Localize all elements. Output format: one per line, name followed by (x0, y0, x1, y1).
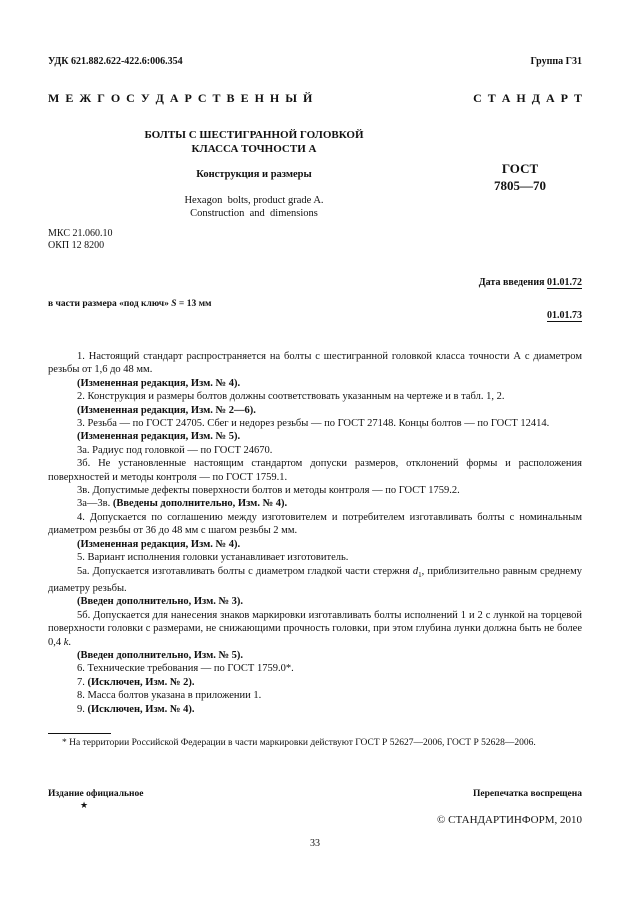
clause-3b: 3б. Не установленные настоящим стандартом допуски размеров, отклонений формы и расположения поверхностей и методы контроля — по ГОСТ 1759.1. (48, 458, 582, 483)
footnote: * На территории Российской Федерации в части маркировки действуют ГОСТ Р 52627—2006, ГОСТ Р 52628—2006. (62, 738, 536, 748)
clause-3v: 3в. Допустимые дефекты поверхности болтов и методы контроля — по ГОСТ 1759.2. (77, 485, 460, 497)
clause-7-number: 7. (77, 676, 88, 688)
english-title-line-1: Hexagon bolts, product grade A. (184, 195, 324, 206)
clause-5a-variable: d (412, 565, 419, 577)
subtitle: Конструкция и размеры (196, 169, 312, 180)
clause-5b-amendment: (Введен дополнительно, Изм. № 5). (77, 650, 244, 662)
classification-codes (48, 228, 112, 252)
clause-3a-3v-range: 3а—3в. (77, 498, 113, 510)
english-title-line-2: Construction and dimensions (190, 208, 318, 219)
clause-3a-3v-amendment (48, 497, 582, 510)
udk-code: УДК 621.882.622-422.6:006.354 (48, 56, 183, 67)
introduction-date (479, 277, 582, 288)
clause-5: 5. Вариант исполнения головки устанавливает изготовитель. (77, 552, 349, 564)
clause-2-amendment: (Измененная редакция, Изм. № 2—6). (77, 404, 256, 416)
standard-body (48, 350, 582, 716)
english-title (124, 194, 384, 220)
clause-5b-start: 5б. Допускается для нанесения знаков маркировки изготавливать болты исполнений 1 и 2 с лункой на торцевой поверхности головки с размерами, не снижающими прочность головки, при этом глубина лунки должна быть не более 0,4 (48, 609, 582, 648)
heading-word-interstate: М Е Ж Г О С У Д А Р С Т В Е Н Н Ы Й (48, 91, 313, 105)
copyright: © СТАНДАРТИНФОРМ, 2010 (437, 814, 582, 826)
clause-1-amendment: (Измененная редакция, Изм. № 4). (77, 377, 241, 389)
okp-code: ОКП 12 8200 (48, 240, 105, 251)
gost-label: ГОСТ (501, 161, 539, 176)
gost-number: 7805—70 (494, 178, 546, 193)
clause-5b (48, 609, 582, 649)
introduction-date-label: Дата введения (478, 277, 547, 288)
second-introduction-date: 01.01.73 (547, 310, 582, 321)
clause-3: 3. Резьба — по ГОСТ 24705. Сбег и недорез резьбы — по ГОСТ 27148. Концы болтов — по ГОСТ 12414. (77, 418, 550, 430)
clause-8: 8. Масса болтов указана в приложении 1. (77, 690, 262, 702)
clause-5a (48, 565, 582, 596)
title-line-1: БОЛТЫ С ШЕСТИГРАННОЙ ГОЛОВКОЙ (144, 129, 364, 141)
part-size-label: в части размера «под ключ» (48, 299, 172, 309)
clause-4: 4. Допускается по соглашению между изготовителем и потребителем изготавливать болты с номинальным диаметром резьбы от 36 до 48 мм с шагом резьбы 2 мм. (48, 511, 582, 537)
standard-title-block (124, 128, 384, 220)
interstate-standard-heading (48, 91, 582, 106)
group-code: Группа Г31 (530, 56, 582, 67)
mks-code: МКС 21.060.10 (48, 228, 113, 239)
footnote-divider (48, 733, 111, 734)
clause-1: 1. Настоящий стандарт распространяется на болты с шестигранной головкой класса точности А с диаметром резьбы от 1,6 до 48 мм. (48, 351, 582, 376)
introduction-date-value: 01.01.72 (547, 277, 582, 288)
clause-9-note: (Исключен, Изм. № 4). (87, 703, 195, 715)
star-icon: ★ (80, 800, 89, 810)
clause-5a-start: 5а. Допускается изготавливать болты с диаметром гладкой части стержня (77, 565, 413, 577)
clause-5b-variable: k (63, 636, 69, 648)
clause-2: 2. Конструкция и размеры болтов должны соответствовать указанным на чертеже и в табл. 1, 2. (77, 391, 505, 403)
clause-4-amendment: (Измененная редакция, Изм. № 4). (77, 538, 241, 550)
clause-5a-end: , приблизительно равным среднему диаметру резьбы. (48, 565, 582, 594)
clause-5b-end: . (68, 636, 72, 648)
clause-7-note: (Исключен, Изм. № 2). (87, 676, 195, 688)
clause-3a-3v-note: (Введены дополнительно, Изм. № 4). (112, 498, 288, 510)
clause-9 (48, 703, 582, 716)
clause-6: 6. Технические требования — по ГОСТ 1759.0*. (77, 663, 294, 675)
part-size-value: = 13 мм (176, 299, 212, 309)
clause-9-number: 9. (77, 703, 88, 715)
page-number: 33 (310, 838, 320, 849)
clause-5a-subscript: 1 (418, 570, 422, 579)
title-line-2: КЛАССА ТОЧНОСТИ А (191, 143, 317, 155)
part-size-note (48, 299, 212, 309)
clause-3-amendment: (Измененная редакция, Изм. № 5). (77, 431, 241, 443)
clause-7 (48, 676, 582, 689)
reprint-prohibited-label: Перепечатка воспрещена (472, 789, 582, 799)
clause-5a-amendment: (Введен дополнительно, Изм. № 3). (77, 596, 244, 608)
part-size-symbol: S (171, 299, 177, 309)
gost-designation (470, 160, 570, 194)
official-edition-label: Издание официальное (48, 789, 144, 799)
heading-word-standard: С Т А Н Д А Р Т (473, 91, 582, 105)
clause-3a: 3а. Радиус под головкой — по ГОСТ 24670. (77, 444, 273, 456)
